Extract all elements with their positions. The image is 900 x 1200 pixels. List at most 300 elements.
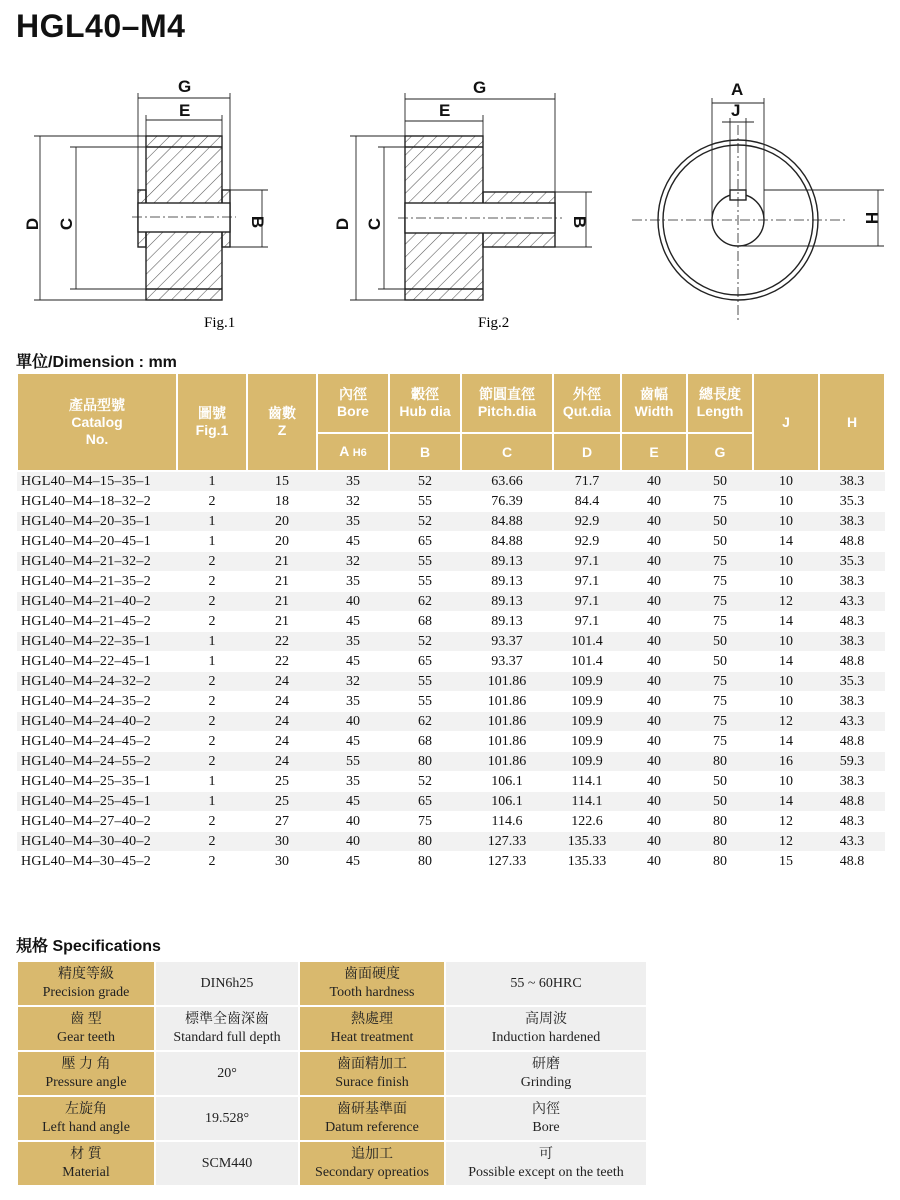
fig1-label-b: B [248,215,267,229]
spec-value [445,961,647,1006]
spec-text: 熱處理 [351,1011,393,1027]
table-cell: 48.3 [819,812,885,832]
table-cell: 2 [177,832,247,852]
table-cell: 75 [687,492,753,512]
fig1-label-g: G [178,77,192,96]
table-cell: HGL40–M4–15–35–1 [17,471,177,492]
table-cell: 92.9 [553,512,621,532]
table-cell: 101.86 [461,732,553,752]
table-cell: 2 [177,732,247,752]
header-teeth: 齒數 Z [247,373,317,471]
table-row [17,752,885,772]
table-row [17,512,885,532]
table-cell: 35 [317,471,389,492]
table-cell: 80 [389,852,461,872]
table-row [17,632,885,652]
table-cell: 59.3 [819,752,885,772]
spec-text: 齒面精加工 [337,1056,407,1072]
table-row [17,772,885,792]
spec-label [299,961,445,1006]
table-cell: 2 [177,492,247,512]
table-cell: 35.3 [819,672,885,692]
table-cell: 35 [317,692,389,712]
table-cell: 52 [389,512,461,532]
spec-text: SCM440 [201,1155,253,1171]
spec-text: 19.528° [204,1110,250,1126]
table-cell: 14 [753,612,819,632]
table-cell: 109.9 [553,672,621,692]
table-cell: 40 [621,612,687,632]
table-cell: HGL40–M4–21–45–2 [17,612,177,632]
table-cell: 24 [247,692,317,712]
table-cell: 1 [177,632,247,652]
table-cell: 27 [247,812,317,832]
table-row [17,812,885,832]
table-cell: 68 [389,612,461,632]
table-cell: 75 [687,692,753,712]
table-cell: 2 [177,812,247,832]
header-width: 齒幅 Width [621,373,687,433]
table-cell: 2 [177,592,247,612]
table-cell: 109.9 [553,732,621,752]
table-cell: 40 [621,752,687,772]
spec-text: Bore [532,1119,560,1135]
spec-row [17,1051,647,1096]
table-row [17,552,885,572]
table-cell: 109.9 [553,692,621,712]
table-cell: 127.33 [461,832,553,852]
table-cell: 35 [317,572,389,592]
table-cell: 20 [247,532,317,552]
spec-text: Induction hardened [491,1029,601,1045]
spec-text: 材 質 [70,1146,102,1162]
table-cell: 65 [389,792,461,812]
spec-value [155,1051,299,1096]
table-cell: 84.88 [461,532,553,552]
spec-value [155,1096,299,1141]
table-cell: 38.3 [819,692,885,712]
table-cell: 127.33 [461,852,553,872]
table-row [17,532,885,552]
page-title: HGL40–M4 [16,8,186,44]
spec-text: Gear teeth [57,1029,115,1045]
table-row [17,792,885,812]
table-cell: 114.1 [553,792,621,812]
table-cell: 40 [621,632,687,652]
table-cell: 109.9 [553,752,621,772]
table-cell: 135.33 [553,852,621,872]
table-cell: 40 [621,532,687,552]
table-cell: 48.3 [819,612,885,632]
spec-label [299,1006,445,1051]
table-cell: 22 [247,632,317,652]
table-cell: 68 [389,732,461,752]
subheader-a: A H6 [317,433,389,471]
table-cell: 24 [247,712,317,732]
table-cell: 50 [687,512,753,532]
spec-text: 內徑 [532,1101,560,1117]
fig1-drawing [132,136,236,300]
spec-text: 齒面硬度 [344,966,400,982]
header-fig: 圖號 Fig.1 [177,373,247,471]
table-cell: 80 [389,752,461,772]
table-cell: 10 [753,492,819,512]
table-cell: 106.1 [461,792,553,812]
table-cell: 101.4 [553,652,621,672]
spec-text: 研磨 [532,1056,560,1072]
table-cell: 2 [177,712,247,732]
table-cell: 50 [687,632,753,652]
table-cell: 89.13 [461,552,553,572]
table-cell: HGL40–M4–30–45–2 [17,852,177,872]
table-cell: 101.86 [461,752,553,772]
spec-text: Datum reference [325,1119,419,1135]
fig1-caption: Fig.1 [204,315,236,331]
table-cell: 40 [621,692,687,712]
table-cell: 75 [687,712,753,732]
table-cell: 52 [389,772,461,792]
table-cell: 89.13 [461,612,553,632]
table-cell: 40 [621,712,687,732]
table-cell: 76.39 [461,492,553,512]
table-cell: 35 [317,632,389,652]
spec-text: Tooth hardness [329,984,415,1000]
spec-text: Material [62,1164,110,1180]
table-cell: 55 [389,692,461,712]
table-cell: 55 [389,492,461,512]
table-cell: 18 [247,492,317,512]
table-cell: 45 [317,732,389,752]
header-length: 總長度 Length [687,373,753,433]
table-cell: 2 [177,692,247,712]
table-cell: 65 [389,652,461,672]
table-cell: 21 [247,572,317,592]
spec-label [17,1141,155,1186]
spec-row [17,1141,647,1186]
table-cell: HGL40–M4–30–40–2 [17,832,177,852]
table-cell: 43.3 [819,832,885,852]
table-row [17,832,885,852]
table-cell: 10 [753,632,819,652]
table-cell: 71.7 [553,471,621,492]
table-cell: 40 [621,672,687,692]
table-cell: 40 [621,471,687,492]
table-cell: 35.3 [819,492,885,512]
table-cell: 14 [753,652,819,672]
table-cell: 35 [317,772,389,792]
spec-text: Heat treatment [330,1029,414,1045]
table-cell: 62 [389,712,461,732]
table-cell: 50 [687,652,753,672]
spec-value [445,1141,647,1186]
table-cell: 32 [317,672,389,692]
spec-label [17,961,155,1006]
spec-text: Surace finish [335,1074,409,1090]
spec-text: 高周波 [525,1011,567,1027]
subheader-e: E [621,433,687,471]
table-cell: 15 [753,852,819,872]
table-cell: 43.3 [819,592,885,612]
table-cell: 38.3 [819,572,885,592]
table-cell: HGL40–M4–24–32–2 [17,672,177,692]
table-cell: 101.86 [461,692,553,712]
table-row [17,572,885,592]
spec-label [299,1051,445,1096]
table-cell: 40 [621,812,687,832]
spec-text: Grinding [520,1074,572,1090]
table-cell: 45 [317,852,389,872]
table-cell: 40 [621,552,687,572]
table-cell: HGL40–M4–25–45–1 [17,792,177,812]
spec-text: 可 [539,1146,553,1162]
spec-text: 追加工 [351,1146,393,1162]
spec-text: 精度等級 [58,966,114,982]
table-cell: 2 [177,572,247,592]
header-bore: 內徑 Bore [317,373,389,433]
table-cell: 43.3 [819,712,885,732]
table-cell: 40 [621,652,687,672]
table-cell: HGL40–M4–24–35–2 [17,692,177,712]
header-h: H [819,373,885,471]
table-row [17,471,885,492]
front-view-drawing [632,125,845,320]
table-cell: 2 [177,852,247,872]
table-cell: 75 [389,812,461,832]
table-row [17,612,885,632]
table-row [17,592,885,612]
table-cell: 122.6 [553,812,621,832]
gear-drawings [0,60,900,350]
table-cell: 40 [621,852,687,872]
table-cell: 1 [177,772,247,792]
table-cell: 92.9 [553,532,621,552]
table-cell: 97.1 [553,552,621,572]
table-cell: 32 [317,552,389,572]
spec-label [17,1051,155,1096]
spec-value [155,961,299,1006]
table-cell: 10 [753,692,819,712]
table-cell: 80 [389,832,461,852]
table-cell: 48.8 [819,652,885,672]
table-cell: 45 [317,652,389,672]
table-cell: 45 [317,612,389,632]
spec-text: 壓 力 角 [61,1056,111,1072]
spec-row [17,1006,647,1051]
table-cell: 50 [687,532,753,552]
table-cell: 48.8 [819,792,885,812]
fig2-label-c: C [365,217,384,231]
table-cell: 40 [621,772,687,792]
table-cell: 21 [247,592,317,612]
table-cell: 40 [317,812,389,832]
table-cell: HGL40–M4–20–35–1 [17,512,177,532]
table-cell: 48.8 [819,532,885,552]
table-cell: 106.1 [461,772,553,792]
table-cell: 10 [753,772,819,792]
table-cell: 84.4 [553,492,621,512]
table-cell: HGL40–M4–18–32–2 [17,492,177,512]
table-cell: 65 [389,532,461,552]
table-cell: 1 [177,471,247,492]
table-cell: 10 [753,552,819,572]
table-row [17,712,885,732]
subheader-g: G [687,433,753,471]
table-cell: 84.88 [461,512,553,532]
table-cell: 40 [621,572,687,592]
table-cell: 40 [621,512,687,532]
table-cell: 20 [247,512,317,532]
table-cell: 52 [389,632,461,652]
spec-heading: 規格 Specifications [16,938,161,955]
table-cell: 93.37 [461,652,553,672]
spec-label [299,1141,445,1186]
table-cell: 62 [389,592,461,612]
table-cell: HGL40–M4–22–35–1 [17,632,177,652]
table-cell: 24 [247,732,317,752]
table-cell: 80 [687,812,753,832]
table-cell: 15 [247,471,317,492]
table-cell: 80 [687,852,753,872]
table-cell: 101.4 [553,632,621,652]
table-cell: HGL40–M4–24–40–2 [17,712,177,732]
spec-text: 標準全齒深齒 [185,1011,269,1027]
table-cell: 14 [753,732,819,752]
table-cell: 114.1 [553,772,621,792]
spec-text: 齒研基準面 [337,1101,407,1117]
fig2-label-d: D [333,217,352,231]
spec-text: Possible except on the teeth [468,1164,624,1180]
table-cell: 101.86 [461,672,553,692]
header-hub: 轂徑 Hub dia [389,373,461,433]
spec-label [299,1096,445,1141]
spec-value [445,1051,647,1096]
table-cell: 50 [687,792,753,812]
spec-value [155,1006,299,1051]
table-cell: 24 [247,672,317,692]
table-cell: 2 [177,612,247,632]
subheader-c: C [461,433,553,471]
table-cell: 101.86 [461,712,553,732]
header-pitch: 節圓直徑 Pitch.dia [461,373,553,433]
spec-text: Left hand angle [42,1119,130,1135]
table-cell: 75 [687,672,753,692]
table-cell: 16 [753,752,819,772]
table-cell: 12 [753,592,819,612]
table-cell: 24 [247,752,317,772]
table-cell: 32 [317,492,389,512]
table-cell: 75 [687,612,753,632]
subheader-d: D [553,433,621,471]
table-cell: 1 [177,512,247,532]
spec-text: Standard full depth [173,1029,281,1045]
table-cell: 93.37 [461,632,553,652]
table-cell: 21 [247,612,317,632]
spec-label [17,1096,155,1141]
table-cell: 1 [177,532,247,552]
table-cell: 50 [687,471,753,492]
table-cell: 2 [177,672,247,692]
front-label-j: J [731,101,741,120]
spec-text: 20° [217,1065,237,1081]
table-cell: 35 [317,512,389,532]
table-cell: 97.1 [553,572,621,592]
table-cell: HGL40–M4–25–35–1 [17,772,177,792]
table-cell: 10 [753,572,819,592]
table-cell: 21 [247,552,317,572]
table-cell: HGL40–M4–20–45–1 [17,532,177,552]
table-cell: 35.3 [819,552,885,572]
table-cell: 38.3 [819,772,885,792]
table-cell: 75 [687,552,753,572]
table-cell: 40 [621,592,687,612]
table-cell: 40 [621,732,687,752]
table-row [17,852,885,872]
front-label-a: A [731,80,744,99]
table-row [17,732,885,752]
table-cell: 45 [317,532,389,552]
table-row [17,652,885,672]
table-cell: 10 [753,512,819,532]
table-cell: 40 [621,492,687,512]
header-j: J [753,373,819,471]
fig2-label-e: E [439,101,451,120]
table-cell: 97.1 [553,612,621,632]
table-cell: 38.3 [819,632,885,652]
dimension-table [16,372,886,872]
table-cell: 89.13 [461,572,553,592]
spec-text: Pressure angle [45,1074,127,1090]
table-cell: 48.8 [819,852,885,872]
table-cell: 63.66 [461,471,553,492]
table-cell: 45 [317,792,389,812]
fig2-label-b: B [570,215,589,229]
table-cell: 38.3 [819,471,885,492]
dimension-heading: 單位/Dimension : mm [16,354,177,371]
fig1-label-d: D [23,217,42,231]
table-cell: 25 [247,792,317,812]
spec-value [155,1141,299,1186]
table-row [17,672,885,692]
table-cell: 30 [247,832,317,852]
fig1-label-e: E [179,101,191,120]
spec-row [17,961,647,1006]
front-label-h: H [862,211,881,225]
spec-row [17,1096,647,1141]
table-cell: 38.3 [819,512,885,532]
table-cell: HGL40–M4–21–35–2 [17,572,177,592]
fig2-label-g: G [473,78,487,97]
header-outer: 外徑 Qut.dia [553,373,621,433]
table-cell: 55 [317,752,389,772]
spec-text: 左旋角 [65,1101,107,1117]
table-row [17,692,885,712]
table-row [17,492,885,512]
table-cell: 30 [247,852,317,872]
table-cell: 12 [753,712,819,732]
table-cell: 40 [317,832,389,852]
table-cell: 109.9 [553,712,621,732]
spec-text: 55 ~ 60HRC [510,975,582,991]
table-cell: 97.1 [553,592,621,612]
spec-text: DIN6h25 [200,975,254,991]
table-cell: HGL40–M4–27–40–2 [17,812,177,832]
table-cell: 50 [687,772,753,792]
table-cell: HGL40–M4–22–45–1 [17,652,177,672]
table-cell: 1 [177,792,247,812]
spec-label [17,1006,155,1051]
table-cell: 14 [753,792,819,812]
table-cell: HGL40–M4–21–40–2 [17,592,177,612]
